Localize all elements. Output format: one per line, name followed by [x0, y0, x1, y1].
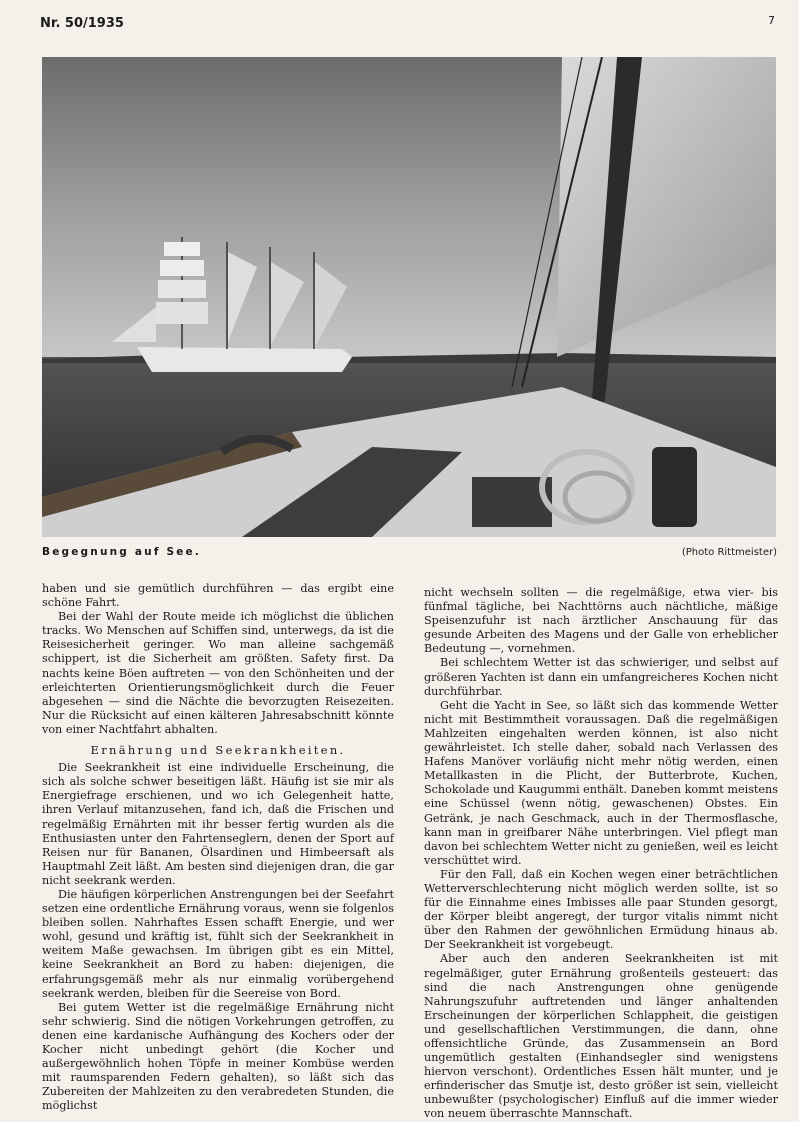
page-number: 7 — [768, 14, 775, 27]
issue-number: Nr. 50/1935 — [40, 16, 124, 31]
winch — [652, 447, 697, 527]
paragraph: Geht die Yacht in See, so läßt sich das kommende Wetter nicht mit Bestimmtheit voraussagen. Daß die regelmäßigen Mahlzeiten eingehalten werden können, ist also nicht gewährleistet. Ich stelle daher, sobald nach Verlassen des Hafens Manöver vorläufig nicht mehr nötig werden, einen Metallkasten in die Plicht, der Butterbrote, Kuchen, Schokolade und Kaugummi enthält. Daneben kommt meistens eine Schüssel (wenn nötig, gewaschenen) Obstes. Ein Getränk, je nach Geschmack, auch in der Thermosflasche, kann man in greifbarer Nähe unterbringen. Viel pflegt man davon bei schlechtem Wetter nicht zu genießen, weil es leicht verschüttet wird. — [424, 698, 778, 867]
paragraph: Bei gutem Wetter ist die regelmäßige Ernährung nicht sehr schwierig. Sind die nötigen Vorkehrungen getroffen, zu denen eine kardanische Aufhängung des Kochers oder der Kocher nicht unbedingt gehört (die Kocher und außergewöhnlich hohen Töpfe in meiner Kombüse werden mit raumsparenden Federn gehalten), so läßt sich das Zubereiten der Mahlzeiten zu den verabredeten Stunden, die möglichst — [42, 1000, 394, 1113]
paragraph: Bei schlechtem Wetter ist das schwieriger, und selbst auf größeren Yachten ist dann ein umfangreicheres Kochen nicht durchführbar. — [424, 656, 778, 698]
paragraph: Für den Fall, daß ein Kochen wegen einer beträchtlichen Wetterverschlechterung nicht möglich werden sollte, ist so für die Einnahme eines Imbisses alle paar Stunden gesorgt, der Körper bleibt angeregt, der turgor vitalis nimmt nicht über den Rahmen der gewöhnlichen Ermüdung hinaus ab. Der Seekrankheit ist vorgebeugt. — [424, 867, 778, 952]
photo-credit: (Photo Rittmeister) — [681, 547, 777, 558]
section-heading: Ernährung und Seekrankheiten. — [90, 743, 346, 758]
photo-sailing-encounter — [42, 57, 776, 537]
paragraph: Die häufigen körperlichen Anstrengungen bei der Seefahrt setzen eine ordentliche Ernährung voraus, wenn sie folgenlos bleiben sollen. Nahrhaftes Essen schafft Energie, und wer wohl, gesund und kräftig ist, fühlt sich der Seekrankheit in weitem Maße gewachsen. Im übrigen gibt es ein Mittel, keine Seekrankheit an Bord zu haben: diejenigen, die erfahrungsgemäß mehr als nur einmalig vorübergehend seekrank werden, bleiben für die Seereise von Bord. — [42, 887, 394, 1000]
paragraph: nicht wechseln sollten — die regelmäßige, etwa vier- bis fünfmal tägliche, bei Nachttörns auch nächtliche, mäßige Speisenzufuhr ist nach ärztlicher Anschauung für das gesunde Arbeiten des Magens und der Galle von erheblicher Bedeutung —, vornehmen. — [424, 586, 778, 656]
article-column-left — [42, 582, 394, 1113]
paragraph: Aber auch den anderen Seekrankheiten ist mit regelmäßiger, guter Ernährung großenteils gesteuert: das sind die nach Anstrengungen ohne genügende Nahrungszufuhr auftretenden und länger anhaltenden Erscheinungen der körperlichen Schlappheit, die geistigen und gesellschaftlichen Verstimmungen, die dann, ohne offensichtliche Gründe, das Zusammensein an Bord ungemütlich gestalten (Einhandsegler sind wenigstens hiervon verschont). Ordentliches Essen hält munter, und je erfinderischer das Smutje ist, desto größer ist sein, vielleicht unbewußter (psychologischer) Einfluß auf die immer wieder von neuem überraschte Mannschaft. — [424, 952, 778, 1121]
paragraph: haben und sie gemütlich durchführen — das ergibt eine schöne Fahrt. — [42, 582, 394, 610]
paragraph: Die Seekrankheit ist eine individuelle Erscheinung, die sich als solche schwer beseitigen läßt. Häufig ist sie mir als Energiefrage erschienen, und wo ich Gelegenheit hatte, ihren Verlauf mitanzusehen, fand ich, daß die Frischen und regelmäßig Ernährten mit ihr besser fertig wurden als die Enthusiasten unter den Fahrtenseglern, denen der Sport auf Reisen nur für Bananen, Ölsardinen und Himbeersaft als Hauptmahl Zeit läßt. Am besten sind diejenigen dran, die gar nicht seekrank werden. — [42, 761, 394, 887]
photo-caption: Begegnung auf See. — [42, 546, 202, 558]
paragraph: Bei der Wahl der Route meide ich möglichst die üblichen tracks. Wo Menschen auf Schiffen sind, unterwegs, da ist die Reisesicherheit geringer. Wo man alleine sachgemäß schippert, ist die Sicherheit am größten. Safety first. Da nachts keine Böen auftreten — von den Schönheiten und der erleichterten Orientierungsmöglichkeit durch die Feuer abgesehen — sind die Nächte die bevorzugten Reisezeiten. Nur die Rücksicht auf einen kälteren Jahresabschnitt könnte von einer Nachtfahrt abhalten. — [42, 610, 394, 736]
article-column-right — [424, 586, 778, 1122]
